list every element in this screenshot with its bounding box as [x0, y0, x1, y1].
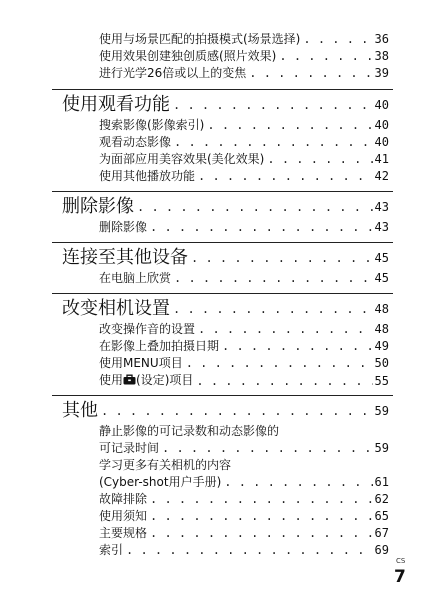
- dot-leader: [174, 271, 373, 286]
- toc-entry-label: 故障排除: [99, 492, 148, 506]
- section-page: 48: [374, 302, 389, 316]
- toc-entry-page: 55: [374, 374, 389, 388]
- toc-entry-page: 38: [374, 49, 389, 63]
- toc-entry-label: (Cyber-shot用户手册): [99, 475, 222, 489]
- dot-leader: [267, 152, 372, 167]
- toc-entry[interactable]: [99, 152, 389, 167]
- dot-leader: [173, 298, 373, 320]
- toc-entry-label: 进行光学26倍或以上的变焦: [99, 66, 247, 80]
- section-title: 使用观看功能: [62, 94, 170, 115]
- toc-entry-page: 48: [374, 322, 389, 336]
- toc-entry-page: 40: [374, 135, 389, 149]
- toc-entry-label: 使用MENU项目: [99, 356, 183, 370]
- section-divider: [52, 293, 393, 294]
- toc-entry[interactable]: [99, 66, 389, 81]
- toc-entry-label: 搜索影像(影像索引): [99, 118, 205, 132]
- toc-entry-page: 61: [374, 475, 389, 489]
- toc-entry-label: 使用与场景匹配的拍摄模式(场景选择): [99, 32, 301, 46]
- toc-entry[interactable]: [99, 526, 389, 541]
- toc-entry[interactable]: [99, 339, 389, 354]
- toc-entry-label: 删除影像: [99, 220, 148, 234]
- dot-leader: [303, 32, 372, 47]
- language-code: CS: [396, 557, 406, 565]
- toc-entry-label-suffix: (设定)项目: [136, 373, 194, 387]
- section-page: 43: [374, 200, 389, 214]
- dot-leader: [207, 118, 372, 133]
- toc-section-heading[interactable]: [62, 400, 389, 422]
- toc-entry-label: [99, 373, 193, 389]
- dot-leader: [150, 492, 373, 507]
- dot-leader: [279, 49, 372, 64]
- dot-leader: [196, 374, 372, 389]
- section-page: 45: [374, 251, 389, 265]
- dot-leader: [162, 441, 373, 456]
- toc-entry[interactable]: [99, 32, 389, 47]
- toc-entry-page: 43: [374, 220, 389, 234]
- toc-section-heading[interactable]: [62, 298, 389, 320]
- toc-entry-page: 69: [374, 543, 389, 557]
- toc-entry-page: 49: [374, 339, 389, 353]
- toc-entry[interactable]: [99, 322, 389, 337]
- toc-entry-label: 在影像上叠加拍摄日期: [99, 339, 220, 353]
- toc-entry-label: 在电脑上欣赏: [99, 271, 172, 285]
- toc-entry[interactable]: [99, 220, 389, 235]
- toc-entry-label: 可记录时间: [99, 441, 160, 455]
- toc-entry-page: 39: [374, 66, 389, 80]
- section-page: 40: [374, 98, 389, 112]
- toc-section-heading[interactable]: [62, 196, 389, 218]
- section-title: 其他: [62, 400, 98, 421]
- toc-entry-page: 36: [374, 32, 389, 46]
- toc-entry-label: 改变操作音的设置: [99, 322, 196, 336]
- dot-leader: [249, 66, 372, 81]
- section-divider: [52, 395, 393, 396]
- toc-entry[interactable]: [99, 49, 389, 64]
- toc-entry[interactable]: [99, 475, 389, 490]
- page-number: 7: [394, 567, 406, 587]
- dot-leader: [186, 356, 373, 371]
- toc-entry-page: 42: [374, 169, 389, 183]
- toc-entry-label: 使用须知: [99, 509, 148, 523]
- dot-leader: [198, 322, 373, 337]
- section-divider: [52, 242, 393, 243]
- section-title: 改变相机设置: [62, 298, 170, 319]
- section-page: 59: [374, 404, 389, 418]
- toc-entry-page: 41: [374, 152, 389, 166]
- toc-entry[interactable]: [99, 169, 389, 184]
- dot-leader: [150, 509, 373, 524]
- toc-section-heading[interactable]: [62, 247, 389, 269]
- dot-leader: [173, 94, 373, 116]
- toc-entry-page: 67: [374, 526, 389, 540]
- toc-entry-label: 使用其他播放功能: [99, 169, 196, 183]
- dot-leader: [191, 247, 373, 269]
- toc-entry[interactable]: [99, 441, 389, 456]
- toc-entry-label: 为面部应用美容效果(美化效果): [99, 152, 265, 166]
- dot-leader: [150, 526, 373, 541]
- toc-entry[interactable]: [99, 271, 389, 286]
- toc-entry-page: 40: [374, 118, 389, 132]
- toc-entry-page: 45: [374, 271, 389, 285]
- toc-entry[interactable]: [99, 135, 389, 150]
- toc-entry-label: 使用效果创建独创质感(照片效果): [99, 49, 277, 63]
- toc-entry-page: 50: [374, 356, 389, 370]
- section-divider: [52, 89, 393, 90]
- toc-entry-label: 索引: [99, 543, 124, 557]
- toc-section-heading[interactable]: [62, 94, 389, 116]
- toc-entry-label: 主要规格: [99, 526, 148, 540]
- toc-entry[interactable]: [99, 543, 389, 558]
- dot-leader: [137, 196, 373, 218]
- dot-leader: [126, 543, 373, 558]
- toc-entry[interactable]: [99, 373, 389, 389]
- toc-entry-page: 65: [374, 509, 389, 523]
- dot-leader: [150, 220, 373, 235]
- dot-leader: [101, 400, 373, 422]
- toc-entry[interactable]: [99, 118, 389, 133]
- toc-entry-page: 59: [374, 441, 389, 455]
- dot-leader: [174, 135, 373, 150]
- section-divider: [52, 191, 393, 192]
- toc-entry-label: 观看动态影像: [99, 135, 172, 149]
- toc-entry-page: 62: [374, 492, 389, 506]
- toc-entry-label-prefix: 使用: [99, 373, 124, 387]
- toc-entry[interactable]: [99, 356, 389, 371]
- section-title: 删除影像: [62, 196, 134, 217]
- section-title: 连接至其他设备: [62, 247, 188, 268]
- toc-entry-label-line1: 静止影像的可记录数和动态影像的: [99, 424, 280, 438]
- dot-leader: [224, 475, 372, 490]
- toc-entry[interactable]: [99, 509, 389, 524]
- toc-entry[interactable]: [99, 492, 389, 507]
- setup-toolbox-icon: [123, 374, 136, 389]
- dot-leader: [198, 169, 373, 184]
- toc-entry-label-line1: 学习更多有关相机的内容: [99, 458, 232, 472]
- dot-leader: [222, 339, 373, 354]
